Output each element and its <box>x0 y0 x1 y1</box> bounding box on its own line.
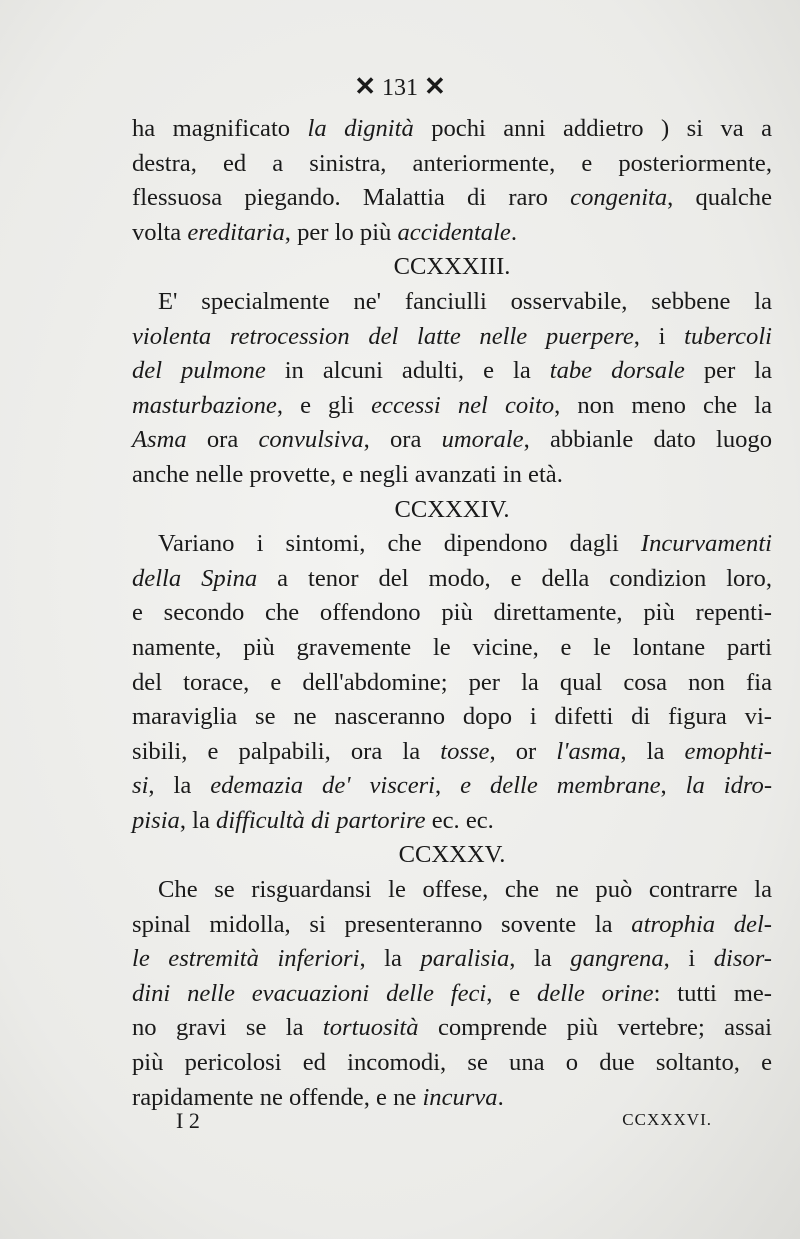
italic-phrase: violenta retrocession del latte nelle puerpere <box>132 322 634 350</box>
italic-phrase: umorale <box>441 426 524 454</box>
italic-phrase: l'asma <box>556 737 621 765</box>
italic-phrase: edemazia de' visceri <box>210 772 436 800</box>
italic-phrase: e delle membrane <box>460 772 661 800</box>
text-run: namente, più gravemente le vicine, e le lontane parti <box>132 633 772 661</box>
text-line <box>132 147 772 182</box>
text-line <box>132 908 772 943</box>
italic-phrase: accidentale <box>397 218 511 246</box>
section-heading <box>132 250 772 285</box>
text-run: , <box>660 772 686 800</box>
text-run: sibili, e palpabili, ora la <box>132 737 441 765</box>
text-line <box>132 216 772 251</box>
italic-phrase: incurva <box>422 1083 498 1111</box>
text-run: volta <box>132 218 188 246</box>
text-run: , la <box>509 945 571 973</box>
text-line <box>132 596 772 631</box>
page-number: 131 <box>382 75 418 101</box>
italic-phrase: la dignità <box>307 115 414 142</box>
italic-phrase: Asma <box>132 426 187 454</box>
text-run: spinal midolla, si presenteranno sovente la <box>132 910 632 938</box>
text-line <box>132 873 772 908</box>
text-line <box>132 769 772 804</box>
text-run: , i <box>663 945 714 973</box>
text-line <box>132 1046 772 1081</box>
text-run: , i <box>633 322 685 350</box>
text-run: rapidamente ne offende, e ne <box>132 1083 423 1111</box>
italic-phrase: Incurvamenti <box>640 530 772 558</box>
signature-mark: I 2 <box>176 1108 200 1133</box>
text-line <box>132 458 772 493</box>
ornament-left-icon: ✕ <box>354 72 376 101</box>
section-heading <box>132 493 772 528</box>
text-run: destra, ed a sinistra, anteriormente, e posteriormente, <box>132 149 772 177</box>
italic-phrase: disor- <box>713 945 772 973</box>
text-line <box>132 423 772 458</box>
text-run: E' specialmente ne' fanciulli osservabile, sebbene la <box>158 287 772 315</box>
italic-phrase: delle orine <box>537 979 654 1007</box>
ornament-right-icon: ✕ <box>424 72 446 101</box>
text-run: no gravi se la <box>132 1014 323 1042</box>
text-run: anche nelle provette, e negli avanzati in età. <box>132 460 563 488</box>
text-line <box>132 285 772 320</box>
text-run: e secondo che offendono più direttamente, più repenti- <box>132 599 772 627</box>
italic-phrase: eccessi nel coito <box>371 391 555 419</box>
section-heading <box>132 838 772 873</box>
text-run: flessuosa piegando. Malattia di raro <box>132 184 571 212</box>
text-line <box>132 320 772 355</box>
text-run: a tenor del modo, e della condizion loro, <box>257 564 772 592</box>
italic-phrase: atrophia del- <box>631 910 772 938</box>
italic-phrase: difficultà di partorire <box>216 806 426 834</box>
text-run: , la <box>179 806 217 834</box>
italic-phrase: tosse <box>440 737 490 765</box>
text-run: , per lo più <box>284 218 398 246</box>
text-run: CCXXXIII. <box>393 253 511 281</box>
text-run: maraviglia se ne nasceranno dopo i difetti di figura vi- <box>132 703 772 731</box>
italic-phrase: le estremità inferiori <box>132 945 360 973</box>
text-run: in alcuni adulti, e la <box>265 357 550 385</box>
catchword: CCXXXVI. <box>622 1110 712 1129</box>
italic-phrase: paralisia <box>420 945 510 973</box>
text-line <box>132 112 772 147</box>
italic-phrase: masturbazione <box>132 391 277 419</box>
text-run: più pericolosi ed incomodi, se una o due soltanto, e <box>132 1049 772 1077</box>
italic-phrase: tabe dorsale <box>549 357 685 385</box>
text-run: ec. ec. <box>425 806 494 834</box>
text-line <box>132 354 772 389</box>
italic-phrase: della Spina <box>132 564 258 592</box>
text-run: Che se risguardansi le offese, che ne può contrarre la <box>158 876 772 904</box>
italic-phrase: tubercoli <box>684 322 772 350</box>
text-run: , e gli <box>276 391 372 419</box>
text-run: CCXXXIV. <box>394 495 510 523</box>
text-run: , la <box>148 772 211 800</box>
text-line <box>132 1011 772 1046</box>
text-run: : tutti me- <box>653 979 772 1007</box>
text-run: , non meno che la <box>554 391 772 419</box>
text-run: , abbianle dato luogo <box>523 426 773 454</box>
text-run: , e <box>486 979 538 1007</box>
text-run: , qualche <box>667 184 772 212</box>
text-run: CCXXXV. <box>398 841 506 869</box>
text-line <box>132 181 772 216</box>
italic-phrase: ereditaria <box>187 218 285 246</box>
text-run: , la <box>359 945 421 973</box>
text-run: . <box>497 1083 504 1111</box>
italic-phrase: dini nelle evacuazioni delle feci <box>132 979 487 1007</box>
text-run: del torace, e dell'abdomine; per la qual cosa non fia <box>132 668 772 696</box>
text-run: ha magnificato <box>132 115 308 142</box>
text-line <box>132 389 772 424</box>
text-line <box>132 977 772 1012</box>
text-line <box>132 804 772 839</box>
italic-phrase: pisia <box>132 806 180 834</box>
italic-phrase: gangrena <box>570 945 664 973</box>
text-run: , or <box>489 737 557 765</box>
text-run: pochi anni addietro ) si va a <box>413 115 773 142</box>
text-run: per la <box>684 357 772 385</box>
text-line <box>132 631 772 666</box>
text-run: Variano i sintomi, che dipendono dagli <box>158 530 641 558</box>
text-run: comprende più vertebre; assai <box>418 1014 772 1042</box>
text-line <box>132 700 772 735</box>
text-run: . <box>510 218 517 246</box>
text-run: , <box>435 772 461 800</box>
text-line <box>132 735 772 770</box>
text-line <box>132 942 772 977</box>
italic-phrase: tortuosità <box>322 1014 419 1042</box>
text-run: ora <box>186 426 259 454</box>
italic-phrase: si <box>132 772 149 800</box>
text-line <box>132 562 772 597</box>
text-line <box>132 527 772 562</box>
italic-phrase: la idro- <box>685 772 773 800</box>
italic-phrase: congenita <box>570 184 668 212</box>
text-line <box>132 666 772 701</box>
text-run: , ora <box>363 426 442 454</box>
page-header <box>0 72 800 102</box>
italic-phrase: emophti- <box>684 737 772 765</box>
italic-phrase: del pulmone <box>132 357 266 385</box>
body-text <box>132 112 772 1115</box>
italic-phrase: convulsiva <box>258 426 364 454</box>
text-run: , la <box>620 737 685 765</box>
